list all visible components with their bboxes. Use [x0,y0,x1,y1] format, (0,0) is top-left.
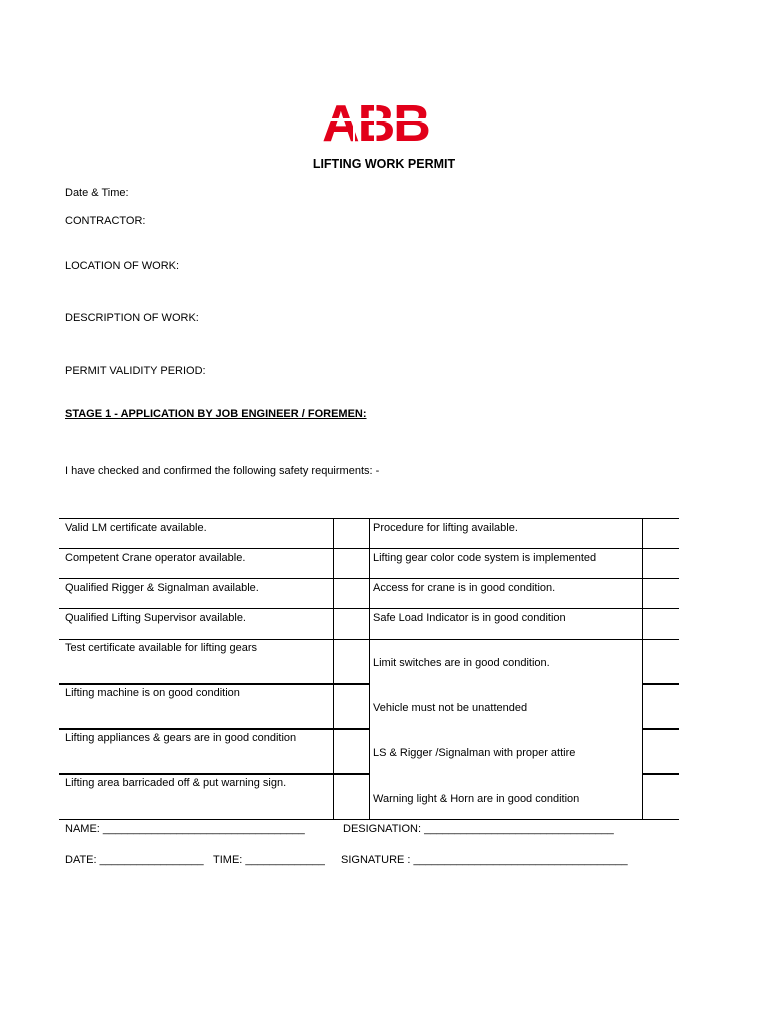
check-right-3-box[interactable] [643,579,679,608]
check-right-8-label: Warning light & Horn are in good condition [373,793,580,805]
check-right-1-label: Procedure for lifting available. [373,522,518,534]
check-left-4-box[interactable] [334,609,369,639]
check-left-7-label: Lifting appliances & gears are in good condition [65,732,297,744]
document-title: LIFTING WORK PERMIT [312,157,456,171]
check-right-7-label: LS & Rigger /Signalman with proper attire [373,747,576,759]
check-right-1-box[interactable] [643,519,679,548]
check-left-2-box[interactable] [334,549,369,578]
date-field[interactable]: DATE: _________________ [65,854,204,866]
check-left-6-box[interactable] [334,685,369,728]
location-field[interactable]: LOCATION OF WORK: [65,260,180,272]
check-right-5-label: Limit switches are in good condition. [373,657,550,669]
check-left-3-label: Qualified Rigger & Signalman available. [65,582,259,594]
designation-field[interactable]: DESIGNATION: _______________________________ [343,823,614,835]
stage1-heading: STAGE 1 - APPLICATION BY JOB ENGINEER / FOREMEN: [65,408,367,420]
description-field[interactable]: DESCRIPTION OF WORK: [65,312,199,324]
check-right-2-label: Lifting gear color code system is implemented [373,552,597,564]
check-left-8-box[interactable] [334,775,369,819]
check-right-7-box[interactable] [643,730,679,773]
validity-field[interactable]: PERMIT VALIDITY PERIOD: [65,365,206,377]
check-right-4-box[interactable] [643,609,679,639]
check-right-2-box[interactable] [643,549,679,578]
contractor-field[interactable]: CONTRACTOR: [65,215,146,227]
check-left-6-label: Lifting machine is on good condition [65,687,240,699]
stage1-statement: I have checked and confirmed the following safety requirments: - [65,465,380,477]
check-right-6-label: Vehicle must not be unattended [373,702,528,714]
check-right-5-box[interactable] [643,640,679,683]
check-left-7-box[interactable] [334,730,369,773]
name-field[interactable]: NAME: _________________________________ [65,823,305,835]
safety-checklist [59,518,679,820]
check-left-2-label: Competent Crane operator available. [65,552,246,564]
check-left-4-label: Qualified Lifting Supervisor available. [65,612,246,624]
check-left-3-box[interactable] [334,579,369,608]
time-field[interactable]: TIME: _____________ [213,854,325,866]
check-left-8-label: Lifting area barricaded off & put warning sign. [65,777,287,789]
date-time-field[interactable]: Date & Time: [65,187,129,199]
check-left-5-box[interactable] [334,640,369,683]
check-right-4-label: Safe Load Indicator is in good condition [373,612,566,624]
check-right-8-box[interactable] [643,775,679,819]
check-left-1-box[interactable] [334,519,369,548]
check-left-5-label: Test certificate available for lifting gears [65,642,257,654]
check-right-3-label: Access for crane is in good condition. [373,582,556,594]
check-right-6-box[interactable] [643,685,679,728]
signature-field[interactable]: SIGNATURE : ___________________________________ [341,854,628,866]
abb-logo [317,98,434,144]
check-left-1-label: Valid LM certificate available. [65,522,207,534]
